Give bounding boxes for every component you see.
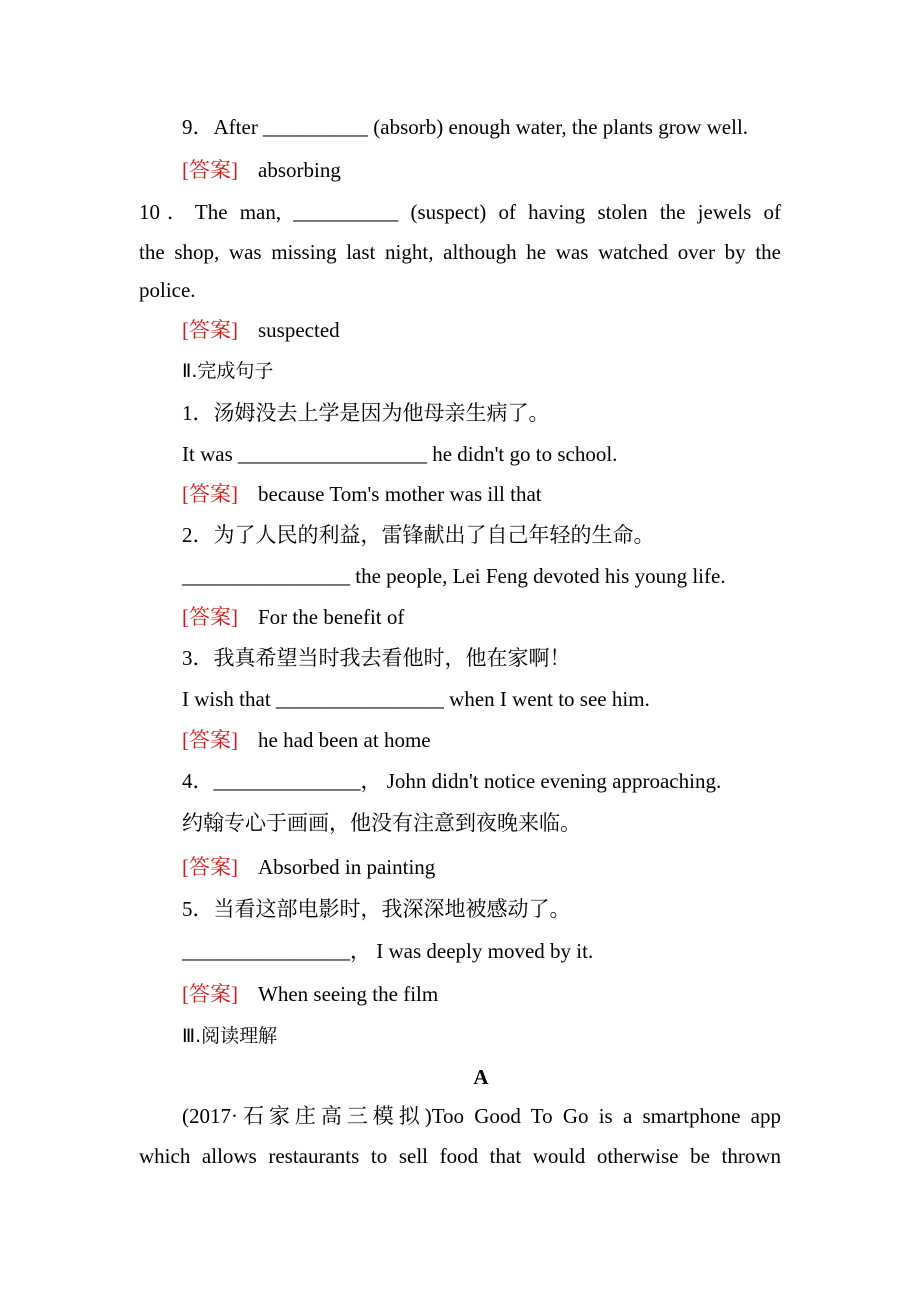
answer-tag: [答案] xyxy=(182,158,238,182)
answer-text: suspected xyxy=(258,318,340,342)
item-2-prompt: 2．为了人民的利益，雷锋献出了自己年轻的生命。 xyxy=(182,523,655,547)
question-10-line-3: police. xyxy=(139,278,196,302)
answer-row xyxy=(182,481,542,507)
item-1-sentence: It was __________________ he didn't go to school. xyxy=(182,442,618,466)
answer-text: because Tom's mother was ill that xyxy=(258,482,542,506)
answer-text: absorbing xyxy=(258,158,341,182)
passage-line-2: which allows restaurants to sell food that would otherwise be thrown xyxy=(139,1144,781,1168)
answer-text: When seeing the film xyxy=(258,982,439,1006)
answer-row xyxy=(182,727,431,753)
item-1-prompt: 1．汤姆没去上学是因为他母亲生病了。 xyxy=(182,401,550,425)
answer-tag: [答案] xyxy=(182,605,238,629)
question-9: 9．After __________ (absorb) enough water, the plants grow well. xyxy=(182,115,749,139)
answer-row xyxy=(182,854,435,880)
answer-row xyxy=(182,317,340,343)
answer-text: For the benefit of xyxy=(258,605,405,629)
question-10-line-1: 10．The man, __________ (suspect) of having stolen the jewels of xyxy=(139,200,781,224)
item-5-prompt: 5．当看这部电影时，我深深地被感动了。 xyxy=(182,897,571,921)
answer-tag: [答案] xyxy=(182,855,238,879)
section-heading: Ⅲ.阅读理解 xyxy=(182,1025,278,1047)
answer-tag: [答案] xyxy=(182,482,238,506)
answer-row xyxy=(182,981,438,1007)
answer-tag: [答案] xyxy=(182,982,238,1006)
item-3-sentence: I wish that ________________ when I went to see him. xyxy=(182,687,650,711)
item-5-sentence: ________________， I was deeply moved by it. xyxy=(182,939,594,963)
passage-line-1: (2017·石家庄高三模拟)Too Good To Go is a smartphone app xyxy=(182,1104,781,1128)
answer-row xyxy=(182,157,341,183)
answer-text: Absorbed in painting xyxy=(258,855,436,879)
item-4-sentence: 4．______________， John didn't notice evening approaching. xyxy=(182,769,722,793)
passage-label: A xyxy=(473,1065,489,1089)
answer-tag: [答案] xyxy=(182,318,238,342)
section-heading: Ⅱ.完成句子 xyxy=(182,360,274,382)
item-2-sentence: ________________ the people, Lei Feng devoted his young life. xyxy=(182,564,726,588)
question-10-line-2: the shop, was missing last night, although he was watched over by the xyxy=(139,240,781,264)
item-3-prompt: 3．我真希望当时我去看他时，他在家啊！ xyxy=(182,646,571,670)
answer-text: he had been at home xyxy=(258,728,431,752)
answer-row xyxy=(182,604,404,630)
answer-tag: [答案] xyxy=(182,728,238,752)
item-4-prompt: 约翰专心于画画，他没有注意到夜晚来临。 xyxy=(182,811,581,835)
